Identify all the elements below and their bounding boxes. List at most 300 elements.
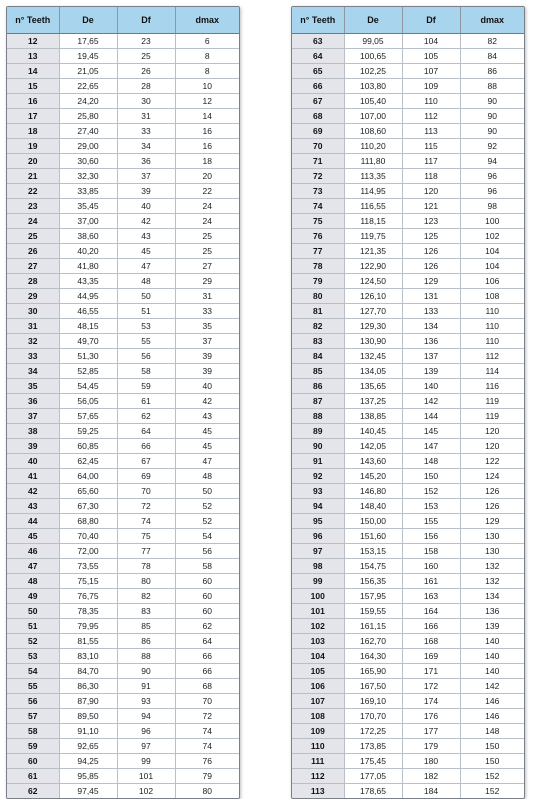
cell-de: 27,40 <box>59 124 117 139</box>
cell-teeth: 75 <box>292 214 344 229</box>
cell-dmax: 112 <box>460 349 524 364</box>
table-row <box>292 634 524 649</box>
cell-de: 145,20 <box>344 469 402 484</box>
cell-df: 47 <box>117 259 175 274</box>
cell-dmax: 8 <box>175 64 239 79</box>
table-row <box>7 94 239 109</box>
table-row <box>292 454 524 469</box>
cell-df: 85 <box>117 619 175 634</box>
cell-df: 45 <box>117 244 175 259</box>
cell-de: 99,05 <box>344 34 402 49</box>
cell-teeth: 19 <box>7 139 59 154</box>
cell-df: 136 <box>402 334 460 349</box>
cell-teeth: 23 <box>7 199 59 214</box>
cell-de: 135,65 <box>344 379 402 394</box>
cell-dmax: 60 <box>175 574 239 589</box>
table-row <box>7 424 239 439</box>
cell-teeth: 97 <box>292 544 344 559</box>
cell-de: 30,60 <box>59 154 117 169</box>
cell-teeth: 49 <box>7 589 59 604</box>
cell-de: 143,60 <box>344 454 402 469</box>
table-row <box>292 394 524 409</box>
table-row <box>292 139 524 154</box>
cell-de: 124,50 <box>344 274 402 289</box>
cell-teeth: 91 <box>292 454 344 469</box>
cell-dmax: 43 <box>175 409 239 424</box>
cell-de: 107,00 <box>344 109 402 124</box>
cell-dmax: 66 <box>175 664 239 679</box>
table-header <box>292 7 524 34</box>
table-row <box>292 469 524 484</box>
cell-de: 114,95 <box>344 184 402 199</box>
table-row <box>7 754 239 769</box>
cell-df: 88 <box>117 649 175 664</box>
cell-dmax: 54 <box>175 529 239 544</box>
table-row <box>7 49 239 64</box>
cell-teeth: 37 <box>7 409 59 424</box>
table-row <box>292 409 524 424</box>
cell-df: 61 <box>117 394 175 409</box>
cell-de: 156,35 <box>344 574 402 589</box>
table-row <box>7 679 239 694</box>
cell-teeth: 99 <box>292 574 344 589</box>
cell-teeth: 98 <box>292 559 344 574</box>
cell-dmax: 129 <box>460 514 524 529</box>
cell-dmax: 72 <box>175 709 239 724</box>
cell-de: 119,75 <box>344 229 402 244</box>
cell-dmax: 106 <box>460 274 524 289</box>
cell-dmax: 24 <box>175 199 239 214</box>
cell-teeth: 105 <box>292 664 344 679</box>
table-row <box>292 784 524 799</box>
cell-de: 95,85 <box>59 769 117 784</box>
cell-de: 35,45 <box>59 199 117 214</box>
cell-teeth: 44 <box>7 514 59 529</box>
cell-dmax: 16 <box>175 124 239 139</box>
cell-df: 86 <box>117 634 175 649</box>
cell-de: 22,65 <box>59 79 117 94</box>
cell-de: 178,65 <box>344 784 402 799</box>
cell-df: 25 <box>117 49 175 64</box>
cell-dmax: 110 <box>460 304 524 319</box>
table-row <box>7 649 239 664</box>
cell-teeth: 106 <box>292 679 344 694</box>
cell-dmax: 110 <box>460 319 524 334</box>
cell-teeth: 111 <box>292 754 344 769</box>
cell-df: 155 <box>402 514 460 529</box>
cell-dmax: 92 <box>460 139 524 154</box>
table-row <box>292 229 524 244</box>
table-row <box>7 229 239 244</box>
cell-df: 28 <box>117 79 175 94</box>
table-row <box>7 514 239 529</box>
cell-dmax: 86 <box>460 64 524 79</box>
col-header-dmax: dmax <box>175 7 239 34</box>
cell-teeth: 33 <box>7 349 59 364</box>
cell-dmax: 22 <box>175 184 239 199</box>
col-header-df: Df <box>117 7 175 34</box>
cell-de: 25,80 <box>59 109 117 124</box>
cell-df: 176 <box>402 709 460 724</box>
cell-teeth: 25 <box>7 229 59 244</box>
cell-dmax: 124 <box>460 469 524 484</box>
cell-teeth: 43 <box>7 499 59 514</box>
cell-de: 49,70 <box>59 334 117 349</box>
table-row <box>7 559 239 574</box>
cell-dmax: 94 <box>460 154 524 169</box>
cell-df: 53 <box>117 319 175 334</box>
cell-teeth: 71 <box>292 154 344 169</box>
table-row <box>292 94 524 109</box>
cell-dmax: 140 <box>460 649 524 664</box>
cell-df: 184 <box>402 784 460 799</box>
cell-df: 59 <box>117 379 175 394</box>
cell-dmax: 50 <box>175 484 239 499</box>
cell-dmax: 25 <box>175 229 239 244</box>
cell-df: 147 <box>402 439 460 454</box>
table-row <box>7 484 239 499</box>
cell-df: 64 <box>117 424 175 439</box>
cell-teeth: 60 <box>7 754 59 769</box>
table-row <box>292 109 524 124</box>
cell-teeth: 63 <box>292 34 344 49</box>
cell-de: 118,15 <box>344 214 402 229</box>
cell-df: 33 <box>117 124 175 139</box>
col-header-de: De <box>344 7 402 34</box>
col-header-teeth: n° Teeth <box>292 7 344 34</box>
cell-de: 60,85 <box>59 439 117 454</box>
table-row <box>7 79 239 94</box>
cell-df: 72 <box>117 499 175 514</box>
cell-df: 50 <box>117 289 175 304</box>
cell-dmax: 39 <box>175 349 239 364</box>
table-row <box>7 154 239 169</box>
cell-dmax: 16 <box>175 139 239 154</box>
table-row <box>7 349 239 364</box>
cell-teeth: 104 <box>292 649 344 664</box>
cell-de: 150,00 <box>344 514 402 529</box>
cell-dmax: 116 <box>460 379 524 394</box>
cell-df: 145 <box>402 424 460 439</box>
cell-teeth: 38 <box>7 424 59 439</box>
cell-teeth: 26 <box>7 244 59 259</box>
cell-dmax: 45 <box>175 424 239 439</box>
cell-dmax: 140 <box>460 634 524 649</box>
cell-teeth: 85 <box>292 364 344 379</box>
cell-de: 134,05 <box>344 364 402 379</box>
cell-df: 140 <box>402 379 460 394</box>
cell-dmax: 96 <box>460 184 524 199</box>
cell-de: 33,85 <box>59 184 117 199</box>
cell-dmax: 98 <box>460 199 524 214</box>
cell-dmax: 96 <box>460 169 524 184</box>
table-row <box>292 79 524 94</box>
table-row <box>7 574 239 589</box>
table-row <box>7 244 239 259</box>
table-row <box>292 574 524 589</box>
table-row <box>7 364 239 379</box>
cell-teeth: 21 <box>7 169 59 184</box>
cell-dmax: 140 <box>460 664 524 679</box>
cell-de: 21,05 <box>59 64 117 79</box>
cell-teeth: 77 <box>292 244 344 259</box>
cell-teeth: 94 <box>292 499 344 514</box>
cell-teeth: 76 <box>292 229 344 244</box>
cell-de: 83,10 <box>59 649 117 664</box>
cell-de: 148,40 <box>344 499 402 514</box>
cell-dmax: 31 <box>175 289 239 304</box>
cell-dmax: 82 <box>460 34 524 49</box>
cell-de: 161,15 <box>344 619 402 634</box>
cell-de: 89,50 <box>59 709 117 724</box>
cell-df: 23 <box>117 34 175 49</box>
cell-teeth: 79 <box>292 274 344 289</box>
cell-df: 101 <box>117 769 175 784</box>
cell-df: 131 <box>402 289 460 304</box>
table-row <box>7 304 239 319</box>
cell-dmax: 130 <box>460 529 524 544</box>
cell-dmax: 132 <box>460 559 524 574</box>
cell-teeth: 39 <box>7 439 59 454</box>
cell-teeth: 31 <box>7 319 59 334</box>
cell-de: 86,30 <box>59 679 117 694</box>
cell-teeth: 61 <box>7 769 59 784</box>
cell-dmax: 60 <box>175 604 239 619</box>
col-header-df: Df <box>402 7 460 34</box>
cell-df: 58 <box>117 364 175 379</box>
cell-de: 113,35 <box>344 169 402 184</box>
cell-teeth: 101 <box>292 604 344 619</box>
cell-dmax: 64 <box>175 634 239 649</box>
cell-teeth: 113 <box>292 784 344 799</box>
cell-df: 99 <box>117 754 175 769</box>
cell-de: 91,10 <box>59 724 117 739</box>
cell-teeth: 65 <box>292 64 344 79</box>
cell-dmax: 70 <box>175 694 239 709</box>
table-row <box>292 709 524 724</box>
cell-de: 84,70 <box>59 664 117 679</box>
cell-dmax: 146 <box>460 709 524 724</box>
cell-teeth: 87 <box>292 394 344 409</box>
cell-teeth: 42 <box>7 484 59 499</box>
cell-de: 32,30 <box>59 169 117 184</box>
table-row <box>292 769 524 784</box>
cell-teeth: 74 <box>292 199 344 214</box>
cell-de: 70,40 <box>59 529 117 544</box>
table-row <box>292 184 524 199</box>
cell-df: 96 <box>117 724 175 739</box>
cell-df: 70 <box>117 484 175 499</box>
cell-de: 111,80 <box>344 154 402 169</box>
table-row <box>292 49 524 64</box>
cell-de: 97,45 <box>59 784 117 799</box>
table-row <box>7 139 239 154</box>
table-row <box>292 604 524 619</box>
table-row <box>7 319 239 334</box>
cell-df: 112 <box>402 109 460 124</box>
cell-dmax: 146 <box>460 694 524 709</box>
cell-teeth: 46 <box>7 544 59 559</box>
cell-de: 127,70 <box>344 304 402 319</box>
cell-df: 115 <box>402 139 460 154</box>
cell-df: 169 <box>402 649 460 664</box>
cell-teeth: 18 <box>7 124 59 139</box>
cell-de: 75,15 <box>59 574 117 589</box>
table-row <box>7 529 239 544</box>
cell-teeth: 90 <box>292 439 344 454</box>
cell-de: 38,60 <box>59 229 117 244</box>
cell-teeth: 20 <box>7 154 59 169</box>
cell-teeth: 29 <box>7 289 59 304</box>
cell-de: 94,25 <box>59 754 117 769</box>
cell-de: 116,55 <box>344 199 402 214</box>
cell-df: 62 <box>117 409 175 424</box>
cell-df: 123 <box>402 214 460 229</box>
cell-dmax: 8 <box>175 49 239 64</box>
table-row <box>7 394 239 409</box>
cell-dmax: 20 <box>175 169 239 184</box>
table-row <box>7 259 239 274</box>
table-row <box>7 499 239 514</box>
cell-teeth: 59 <box>7 739 59 754</box>
cell-df: 40 <box>117 199 175 214</box>
cell-de: 73,55 <box>59 559 117 574</box>
cell-df: 156 <box>402 529 460 544</box>
table-row <box>292 259 524 274</box>
cell-teeth: 110 <box>292 739 344 754</box>
table-row <box>292 679 524 694</box>
table-row <box>7 724 239 739</box>
cell-de: 79,95 <box>59 619 117 634</box>
cell-de: 24,20 <box>59 94 117 109</box>
table-row <box>7 274 239 289</box>
cell-teeth: 66 <box>292 79 344 94</box>
cell-teeth: 54 <box>7 664 59 679</box>
cell-teeth: 53 <box>7 649 59 664</box>
cell-de: 175,45 <box>344 754 402 769</box>
table-row <box>292 589 524 604</box>
cell-de: 173,85 <box>344 739 402 754</box>
cell-dmax: 45 <box>175 439 239 454</box>
cell-dmax: 102 <box>460 229 524 244</box>
cell-teeth: 70 <box>292 139 344 154</box>
cell-dmax: 76 <box>175 754 239 769</box>
cell-df: 121 <box>402 199 460 214</box>
cell-df: 139 <box>402 364 460 379</box>
cell-de: 87,90 <box>59 694 117 709</box>
cell-teeth: 50 <box>7 604 59 619</box>
cell-df: 80 <box>117 574 175 589</box>
cell-df: 110 <box>402 94 460 109</box>
table-row <box>7 439 239 454</box>
table-body <box>7 34 239 799</box>
cell-teeth: 13 <box>7 49 59 64</box>
cell-df: 158 <box>402 544 460 559</box>
cell-dmax: 10 <box>175 79 239 94</box>
cell-de: 65,60 <box>59 484 117 499</box>
cell-teeth: 16 <box>7 94 59 109</box>
cell-de: 129,30 <box>344 319 402 334</box>
cell-dmax: 150 <box>460 754 524 769</box>
cell-de: 157,95 <box>344 589 402 604</box>
cell-de: 78,35 <box>59 604 117 619</box>
cell-dmax: 90 <box>460 109 524 124</box>
cell-teeth: 14 <box>7 64 59 79</box>
cell-dmax: 79 <box>175 769 239 784</box>
cell-df: 126 <box>402 259 460 274</box>
cell-de: 172,25 <box>344 724 402 739</box>
cell-df: 171 <box>402 664 460 679</box>
table-row <box>7 739 239 754</box>
table-row <box>7 199 239 214</box>
table-row <box>292 304 524 319</box>
cell-df: 74 <box>117 514 175 529</box>
cell-de: 162,70 <box>344 634 402 649</box>
table-row <box>7 709 239 724</box>
cell-dmax: 148 <box>460 724 524 739</box>
cell-dmax: 62 <box>175 619 239 634</box>
table-row <box>292 544 524 559</box>
cell-dmax: 37 <box>175 334 239 349</box>
cell-teeth: 84 <box>292 349 344 364</box>
cell-teeth: 73 <box>292 184 344 199</box>
cell-df: 118 <box>402 169 460 184</box>
table-row <box>292 199 524 214</box>
cell-teeth: 93 <box>292 484 344 499</box>
cell-teeth: 80 <box>292 289 344 304</box>
cell-teeth: 72 <box>292 169 344 184</box>
table-row <box>292 34 524 49</box>
table-row <box>292 484 524 499</box>
cell-de: 76,75 <box>59 589 117 604</box>
cell-teeth: 56 <box>7 694 59 709</box>
cell-teeth: 62 <box>7 784 59 799</box>
cell-de: 52,85 <box>59 364 117 379</box>
cell-de: 56,05 <box>59 394 117 409</box>
table-row <box>7 124 239 139</box>
cell-teeth: 27 <box>7 259 59 274</box>
cell-df: 30 <box>117 94 175 109</box>
cell-de: 132,45 <box>344 349 402 364</box>
cell-teeth: 69 <box>292 124 344 139</box>
cell-df: 56 <box>117 349 175 364</box>
cell-de: 19,45 <box>59 49 117 64</box>
cell-de: 62,45 <box>59 454 117 469</box>
cell-teeth: 95 <box>292 514 344 529</box>
cell-dmax: 84 <box>460 49 524 64</box>
table-body <box>292 34 524 799</box>
cell-teeth: 58 <box>7 724 59 739</box>
cell-dmax: 58 <box>175 559 239 574</box>
cell-dmax: 100 <box>460 214 524 229</box>
cell-de: 130,90 <box>344 334 402 349</box>
cell-de: 43,35 <box>59 274 117 289</box>
cell-df: 77 <box>117 544 175 559</box>
cell-df: 36 <box>117 154 175 169</box>
cell-df: 42 <box>117 214 175 229</box>
cell-teeth: 17 <box>7 109 59 124</box>
table-row <box>292 424 524 439</box>
cell-dmax: 108 <box>460 289 524 304</box>
table-row <box>292 559 524 574</box>
cell-dmax: 27 <box>175 259 239 274</box>
cell-teeth: 82 <box>292 319 344 334</box>
cell-de: 57,65 <box>59 409 117 424</box>
table-row <box>7 409 239 424</box>
cell-df: 153 <box>402 499 460 514</box>
table-row <box>292 514 524 529</box>
cell-teeth: 103 <box>292 634 344 649</box>
